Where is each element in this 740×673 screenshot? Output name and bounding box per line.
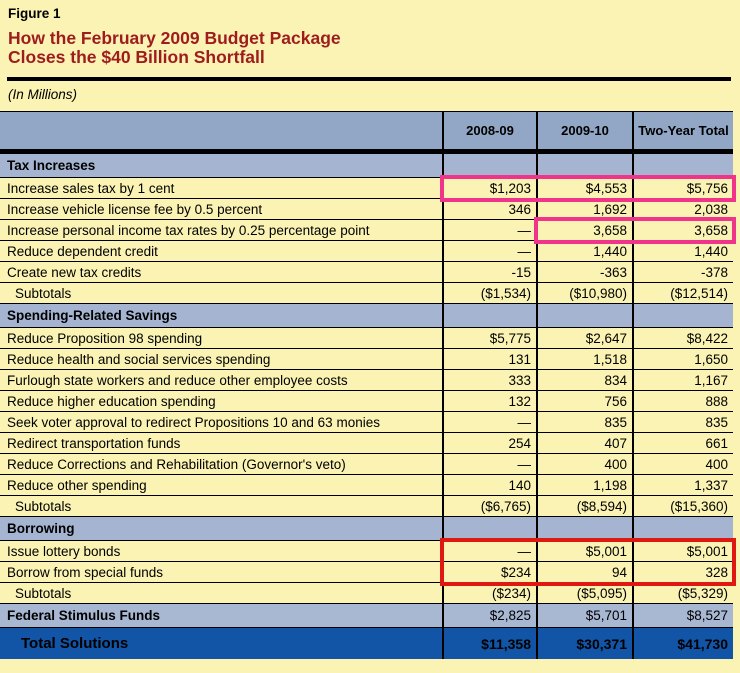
cell-value: 1,167 <box>633 370 733 391</box>
cell-value: 328 <box>633 562 733 583</box>
cell-value: — <box>443 541 537 562</box>
cell-value: 834 <box>537 370 633 391</box>
cell-value: 1,692 <box>537 199 633 220</box>
section-header-spacer <box>443 152 537 178</box>
table-row <box>0 178 733 199</box>
row-label: Increase personal income tax rates by 0.25 percentage point <box>0 220 443 241</box>
table-row <box>0 433 733 454</box>
cell-value: 1,198 <box>537 475 633 496</box>
cell-value: $30,371 <box>537 628 633 660</box>
subtotal-label: Subtotals <box>0 583 443 604</box>
column-header-2009-10: 2009-10 <box>537 112 633 152</box>
cell-value: $1,203 <box>443 178 537 199</box>
subtotal-value: ($5,329) <box>633 583 733 604</box>
cell-value: 2,038 <box>633 199 733 220</box>
section-header-spacer <box>443 304 537 328</box>
section-header-row <box>0 152 733 178</box>
row-label: Reduce Proposition 98 spending <box>0 328 443 349</box>
cell-value: $8,422 <box>633 328 733 349</box>
cell-value: $5,756 <box>633 178 733 199</box>
row-label-header <box>0 112 443 152</box>
cell-value: 407 <box>537 433 633 454</box>
subtotal-row <box>0 283 733 304</box>
cell-value: 400 <box>537 454 633 475</box>
cell-value: 1,650 <box>633 349 733 370</box>
cell-value: — <box>443 412 537 433</box>
cell-value: $5,701 <box>537 604 633 628</box>
cell-value: 132 <box>443 391 537 412</box>
row-label: Reduce dependent credit <box>0 241 443 262</box>
row-label: Increase sales tax by 1 cent <box>0 178 443 199</box>
cell-value: 835 <box>633 412 733 433</box>
cell-value: 333 <box>443 370 537 391</box>
row-label: Reduce higher education spending <box>0 391 443 412</box>
cell-value: — <box>443 220 537 241</box>
column-header-two-year-total: Two-Year Total <box>633 112 733 152</box>
cell-value: $41,730 <box>633 628 733 660</box>
cell-value: 1,518 <box>537 349 633 370</box>
table-row <box>0 370 733 391</box>
section-header-spacer <box>537 304 633 328</box>
cell-value: 756 <box>537 391 633 412</box>
table-row <box>0 241 733 262</box>
cell-value: $8,527 <box>633 604 733 628</box>
subtotal-label: Subtotals <box>0 496 443 517</box>
units-note: (In Millions) <box>8 87 78 102</box>
section-header-row <box>0 304 733 328</box>
table-row <box>0 391 733 412</box>
cell-value: -15 <box>443 262 537 283</box>
row-label: Increase vehicle license fee by 0.5 percent <box>0 199 443 220</box>
cell-value: -378 <box>633 262 733 283</box>
section-header-spacer <box>633 152 733 178</box>
subtotal-label: Subtotals <box>0 283 443 304</box>
row-label: Reduce other spending <box>0 475 443 496</box>
cell-value: 1,440 <box>537 241 633 262</box>
cell-value: 346 <box>443 199 537 220</box>
table-row <box>0 262 733 283</box>
cell-value: 94 <box>537 562 633 583</box>
table-row <box>0 454 733 475</box>
subtotal-value: ($15,360) <box>633 496 733 517</box>
cell-value: $2,825 <box>443 604 537 628</box>
cell-value: $4,553 <box>537 178 633 199</box>
subtotal-row <box>0 583 733 604</box>
cell-value: 835 <box>537 412 633 433</box>
cell-value: $234 <box>443 562 537 583</box>
federal-stimulus-row <box>0 604 733 628</box>
row-label: Furlough state workers and reduce other employee costs <box>0 370 443 391</box>
cell-value: 140 <box>443 475 537 496</box>
page-title <box>8 29 341 67</box>
subtotal-value: ($10,980) <box>537 283 633 304</box>
section-header-label: Spending-Related Savings <box>0 304 443 328</box>
section-header-row <box>0 517 733 541</box>
cell-value: 1,337 <box>633 475 733 496</box>
row-label: Create new tax credits <box>0 262 443 283</box>
column-header-2008-09: 2008-09 <box>443 112 537 152</box>
row-label: Seek voter approval to redirect Propositions 10 and 63 monies <box>0 412 443 433</box>
cell-value: 3,658 <box>633 220 733 241</box>
table-row <box>0 412 733 433</box>
subtotal-row <box>0 496 733 517</box>
section-header-label: Borrowing <box>0 517 443 541</box>
table-row <box>0 562 733 583</box>
cell-value: 1,440 <box>633 241 733 262</box>
cell-value: 400 <box>633 454 733 475</box>
table-row <box>0 220 733 241</box>
cell-value: — <box>443 241 537 262</box>
cell-value: 888 <box>633 391 733 412</box>
row-label: Reduce health and social services spending <box>0 349 443 370</box>
budget-table <box>0 111 733 659</box>
column-header-row <box>0 112 733 152</box>
row-label: Federal Stimulus Funds <box>0 604 443 628</box>
subtotal-value: ($1,534) <box>443 283 537 304</box>
cell-value: 131 <box>443 349 537 370</box>
total-solutions-row <box>0 628 733 660</box>
title-line-2: Closes the $40 Billion Shortfall <box>8 47 265 67</box>
cell-value: $5,775 <box>443 328 537 349</box>
section-header-spacer <box>537 517 633 541</box>
section-header-spacer <box>633 517 733 541</box>
section-header-spacer <box>633 304 733 328</box>
table-row <box>0 475 733 496</box>
row-label: Borrow from special funds <box>0 562 443 583</box>
section-header-spacer <box>443 517 537 541</box>
subtotal-value: ($8,594) <box>537 496 633 517</box>
cell-value: $5,001 <box>633 541 733 562</box>
cell-value: 661 <box>633 433 733 454</box>
row-label: Reduce Corrections and Rehabilitation (Governor's veto) <box>0 454 443 475</box>
row-label: Issue lottery bonds <box>0 541 443 562</box>
table-row <box>0 349 733 370</box>
subtotal-value: ($234) <box>443 583 537 604</box>
cell-value: $2,647 <box>537 328 633 349</box>
cell-value: $5,001 <box>537 541 633 562</box>
row-label: Redirect transportation funds <box>0 433 443 454</box>
title-rule <box>7 77 731 81</box>
subtotal-value: ($5,095) <box>537 583 633 604</box>
table-row <box>0 328 733 349</box>
table-row <box>0 199 733 220</box>
cell-value: — <box>443 454 537 475</box>
subtotal-value: ($12,514) <box>633 283 733 304</box>
row-label: Total Solutions <box>0 628 443 660</box>
cell-value: $11,358 <box>443 628 537 660</box>
title-line-1: How the February 2009 Budget Package <box>8 28 341 48</box>
cell-value: 3,658 <box>537 220 633 241</box>
cell-value: -363 <box>537 262 633 283</box>
cell-value: 254 <box>443 433 537 454</box>
subtotal-value: ($6,765) <box>443 496 537 517</box>
section-header-label: Tax Increases <box>0 152 443 178</box>
figure-label: Figure 1 <box>8 6 61 21</box>
section-header-spacer <box>537 152 633 178</box>
table-row <box>0 541 733 562</box>
